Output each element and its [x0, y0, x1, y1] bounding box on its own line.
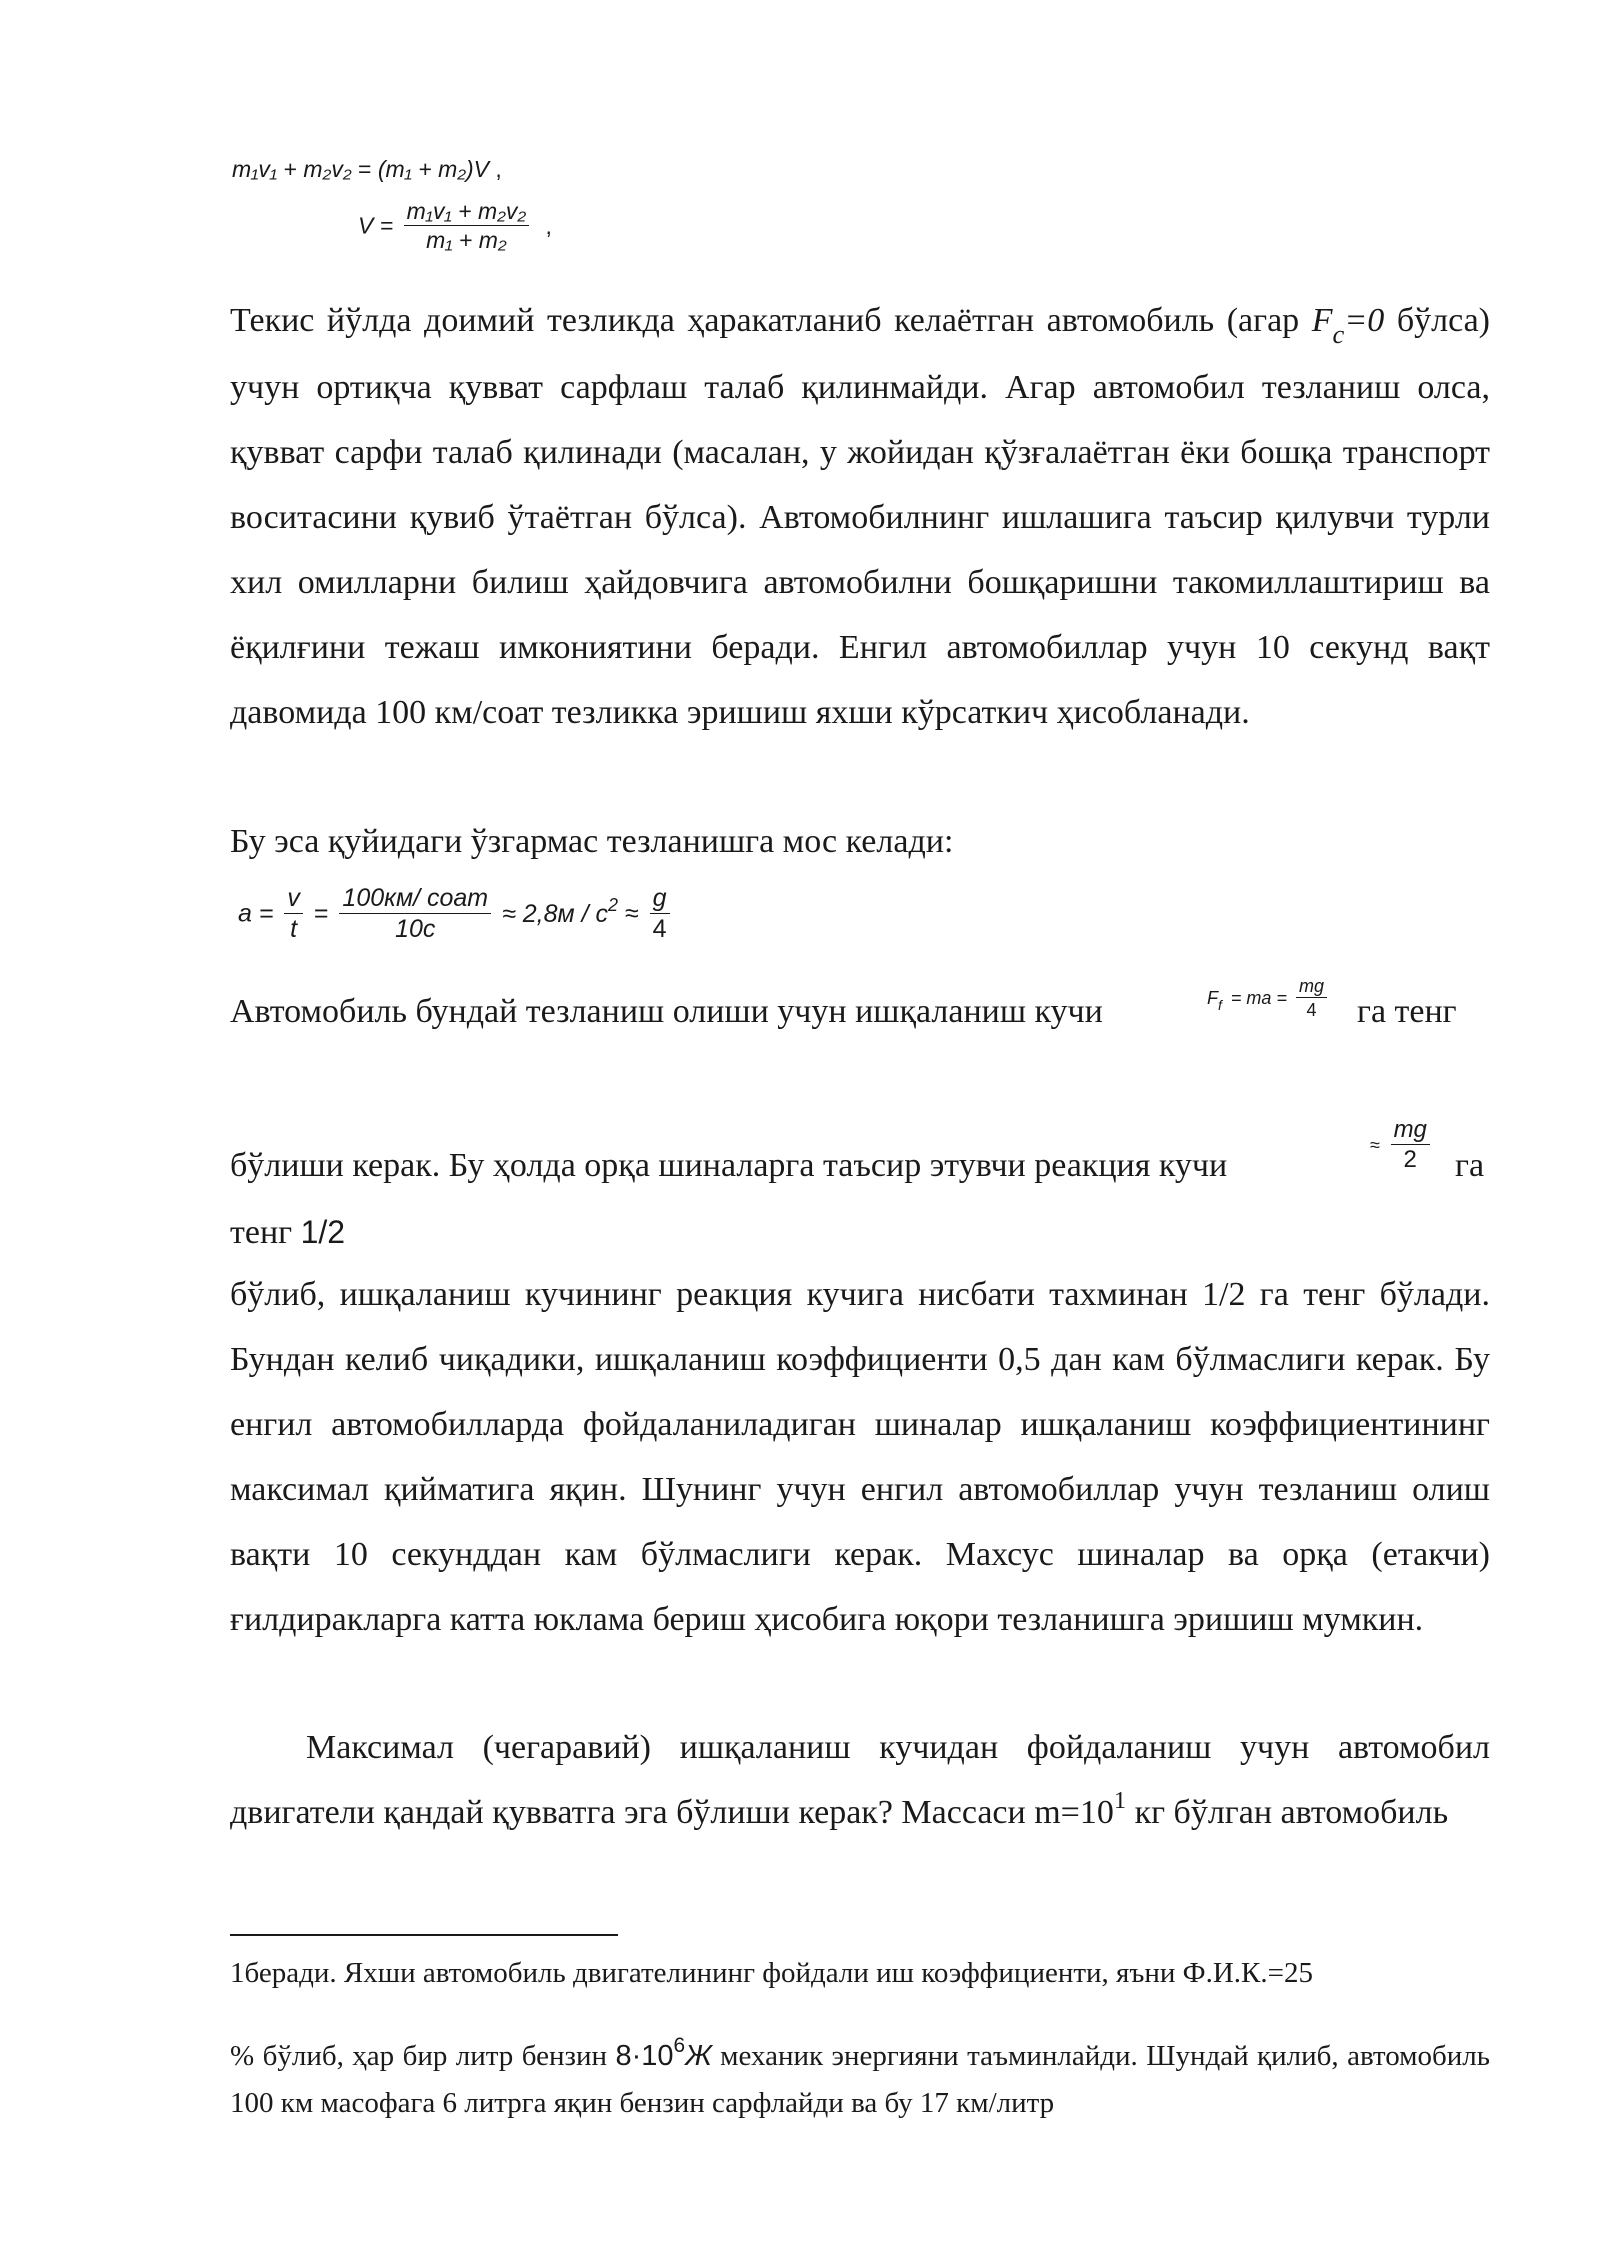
footnote-text: % бўлиб, ҳар бир литр бензин	[230, 2040, 616, 2072]
formula-operator: =	[313, 899, 329, 928]
fraction-denominator: 4	[1306, 1000, 1317, 1020]
mg-over-2-fraction	[1391, 1118, 1430, 1172]
formula-operator: =	[357, 156, 372, 182]
fraction-denominator: t	[290, 915, 298, 943]
formula-punct: ,	[545, 212, 552, 239]
fraction-denominator: 4	[652, 915, 667, 943]
formula-operator: ≈	[624, 899, 639, 928]
paragraph-text: Текис йўлда доимий тезликда ҳаракатланиб келаётган автомобиль (агар	[230, 302, 1312, 339]
fraction-denominator: 10с	[395, 915, 436, 943]
footnote-text: механик энергияни таъминлайди. Шундай қилиб, автомобиль 100 км масофага 6 литрга яқин бензин сарфлайди ва бу 17 км/литр	[230, 2040, 1490, 2119]
footnote-separator	[230, 1934, 618, 1936]
footnote-line-1: 1беради. Яхши автомобиль двигателининг фойдали иш коэффициенти, яъни Ф.И.К.=25	[230, 1957, 1313, 1989]
fraction-numerator: mg	[1296, 977, 1327, 998]
formula-operator: +	[283, 156, 297, 182]
superscript: 1	[1113, 1787, 1127, 1815]
paragraph-engine-power	[230, 1715, 1490, 1848]
friction-symbol: $F_c=0$	[1311, 302, 1385, 349]
reaction-force-formula	[1370, 1118, 1434, 1172]
fraction-numerator: m₁v₁ + m₂v₂	[404, 200, 530, 226]
fraction-denominator: 2	[1403, 1146, 1417, 1173]
fraction-numerator: v	[284, 886, 303, 914]
momentum-equation	[232, 158, 502, 181]
energy-value: $8\cdot 10^6Ж$	[615, 2034, 712, 2072]
formula-operator: ≈	[1370, 1135, 1380, 1155]
reaction-force-line	[230, 1146, 1227, 1186]
formula-term: m₁v₁	[232, 156, 278, 182]
v-over-t-fraction	[284, 886, 303, 942]
paragraph-intro	[230, 288, 1490, 745]
acceleration-intro-line: Бу эса қуйидаги ўзгармас тезланишга мос келади:	[230, 823, 954, 860]
formula-lhs: V =	[358, 212, 394, 239]
fraction-numerator: g	[650, 886, 670, 914]
formula-term: m₂v₂	[303, 156, 352, 182]
formula-lhs: a =	[238, 899, 274, 928]
paragraph-text: кг бўлган автомобиль	[1126, 1794, 1449, 1831]
paragraph-text: бўлса) учун ортиқча қувват сарфлаш талаб қилинмайди. Агар автомобил тезланиш олса, қувват сарфи талаб қилинади (масалан, у жойидан қўзғалаётган ёки бошқа транспорт воситасини қувиб ўтаётган бўлса). Автомобилнинг ишлашига таъсир қилувчи турли хил омилларни билиш ҳайдовчига автомобилни бошқаришни такомиллаштириш ва ёқилғини тежаш имкониятини беради. Енгил автомобиллар учун 10 секунд вақт давомида 100 км/соат тезликка эришиш яхши кўрсаткич ҳисобланади.	[230, 302, 1491, 731]
approx-value: ≈ $2,8м / с^2$	[502, 894, 618, 928]
friction-force-formula	[1207, 977, 1331, 1019]
footnote-line-2	[230, 2034, 1490, 2125]
velocity-equation	[358, 200, 552, 252]
line-text: бўлиши керак. Бу ҳолда орқа шиналарга таъсир этувчи реакция кучи	[230, 1147, 1228, 1184]
formula-term: $F_f$	[1207, 988, 1222, 1014]
line-text: Автомобиль бундай тезланиш олиши учун ишқаланиш кучи	[230, 993, 1103, 1030]
reaction-force-tail: га	[1455, 1147, 1485, 1184]
speed-over-time-fraction	[339, 886, 491, 942]
formula-punct: ,	[495, 156, 502, 182]
velocity-fraction	[404, 200, 530, 252]
fraction-numerator: 100км/ соат	[339, 886, 491, 914]
friction-force-line	[230, 992, 1103, 1032]
half-value: 1/2	[300, 1214, 346, 1250]
g-over-4-fraction	[650, 886, 670, 942]
line-text: тенг	[230, 1214, 293, 1251]
friction-force-tail: га тенг	[1357, 993, 1457, 1030]
paragraph-text: Максимал (чегаравий) ишқаланиш кучидан фойдаланиш учун автомобил двигатели қандай қувватга эга бўлиши керак? Массаси m=10	[230, 1729, 1490, 1831]
formula-operator: = ma =	[1230, 988, 1287, 1008]
paragraph-friction-ratio: бўлиб, ишқаланиш кучининг реакция кучига нисбати тахминан 1/2 га тенг бўлади. Бундан келиб чиқадики, ишқаланиш коэффициенти 0,5 дан кам бўлмаслиги керак. Бу енгил автомобилларда фойдаланиладиган шиналар ишқаланиш коэффициентининг максимал қийматига яқин. Шунинг учун енгил автомобиллар учун тезланиш олиш вақти 10 секунддан кам бўлмаслиги керак. Махсус шиналар ва орқа (етакчи) ғилдиракларга катта юклама бериш ҳисобига юқори тезланишга эришиш мумкин.	[230, 1276, 1490, 1638]
fraction-denominator: m₁ + m₂	[426, 227, 507, 253]
equals-half-line	[230, 1212, 345, 1253]
acceleration-equation	[238, 886, 674, 942]
formula-term: (m₁ + m₂)V	[377, 156, 490, 182]
mg-over-4-fraction	[1296, 977, 1327, 1019]
fraction-numerator: mg	[1391, 1118, 1430, 1145]
